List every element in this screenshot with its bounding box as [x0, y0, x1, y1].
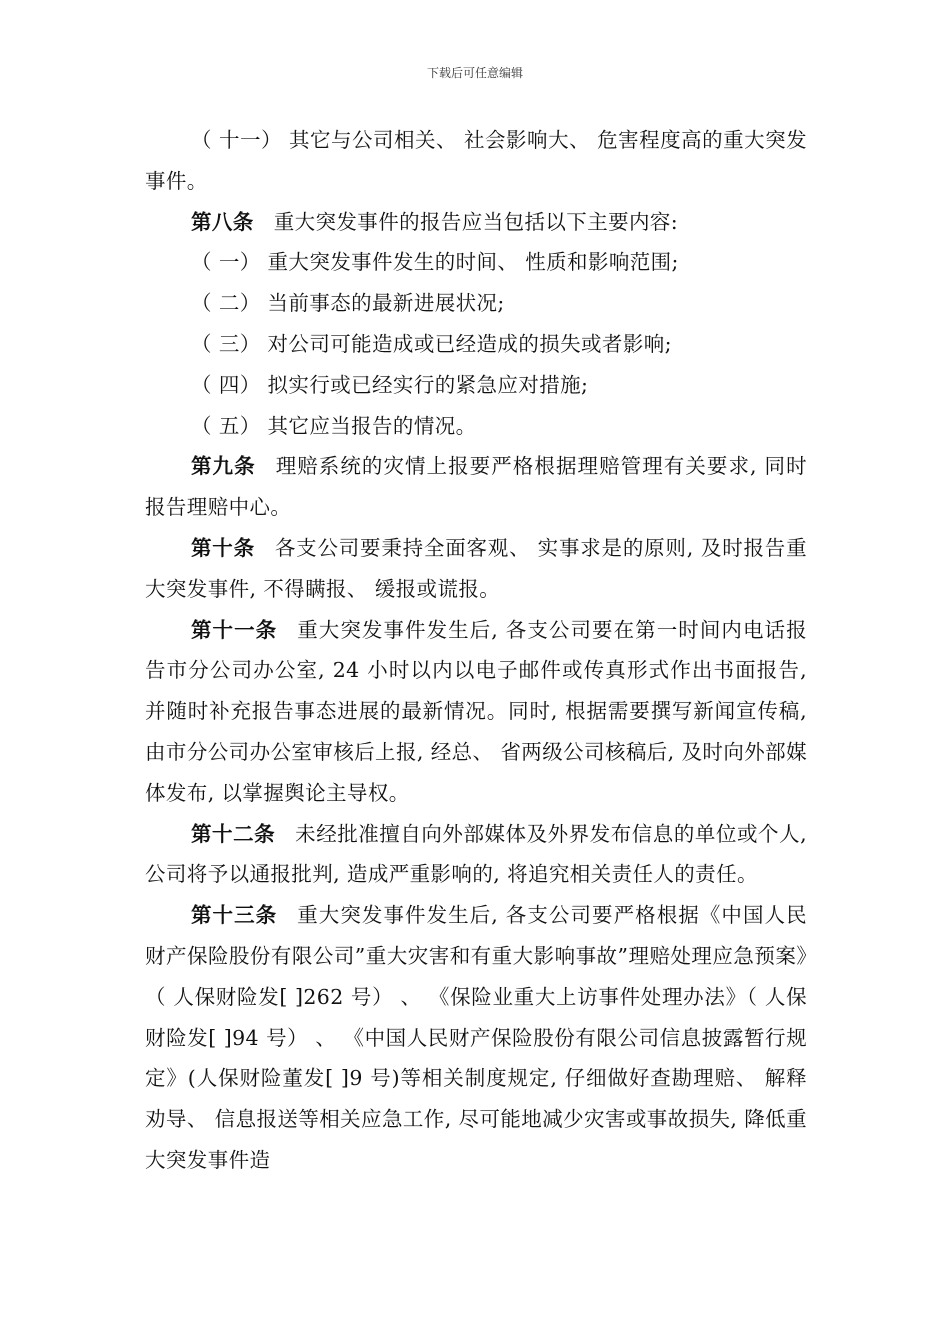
page-header: 下载后可任意编辑: [426, 66, 523, 80]
list-item-3: [145, 324, 807, 365]
article-8: [145, 202, 807, 243]
document-body: [145, 120, 807, 1181]
paragraph-text: 理赔系统的灾情上报要严格根据理赔管理有关要求, 同时报告理赔中心。: [145, 454, 807, 520]
article-number: 第十二条: [191, 821, 276, 846]
article-11: [145, 610, 807, 814]
article-13: [145, 895, 807, 1181]
article-number: 第十条: [191, 535, 255, 560]
paragraph-text: 重大突发事件发生后, 各支公司要在第一时间内电话报告市分公司办公室, 24 小时以内以电子邮件或传真形式作出书面报告, 并随时补充报告事态进展的最新情况。同时, 根据需要撰写新闻宣传稿, 由市分公司办公室审核后上报, 经总、 省两级公司核稿后, 及时向外部媒体发布, 以掌握舆论主导权。: [145, 617, 807, 805]
paragraph-text: 各支公司要秉持全面客观、 实事求是的原则, 及时报告重大突发事件, 不得瞒报、 缓报或谎报。: [145, 535, 807, 601]
paragraph-text: 未经批准擅自向外部媒体及外界发布信息的单位或个人, 公司将予以通报批判, 造成严重影响的, 将追究相关责任人的责任。: [145, 821, 807, 887]
paragraph-text: 重大突发事件的报告应当包括以下主要内容:: [273, 209, 679, 234]
paragraph-text: （ 三） 对公司可能造成或已经造成的损失或者影响;: [191, 331, 672, 356]
list-item-4: [145, 365, 807, 406]
paragraph-text: （ 一） 重大突发事件发生的时间、 性质和影响范围;: [191, 250, 679, 275]
article-number: 第八条: [191, 209, 254, 234]
article-10: [145, 528, 807, 610]
article-number: 第九条: [191, 454, 256, 479]
list-item-2: [145, 283, 807, 324]
paragraph-11: [145, 120, 807, 202]
list-item-1: [145, 242, 807, 283]
paragraph-text: （ 四） 拟实行或已经实行的紧急应对措施;: [191, 372, 589, 397]
article-12: [145, 814, 807, 896]
paragraph-text: （ 五） 其它应当报告的情况。: [191, 413, 477, 438]
article-9: [145, 446, 807, 528]
article-number: 第十三条: [191, 903, 278, 928]
paragraph-text: （ 十一） 其它与公司相关、 社会影响大、 危害程度高的重大突发事件。: [145, 128, 807, 193]
paragraph-text: （ 二） 当前事态的最新进展状况;: [191, 291, 505, 316]
list-item-5: [145, 406, 807, 447]
article-number: 第十一条: [191, 617, 278, 642]
paragraph-text: 重大突发事件发生后, 各支公司要严格根据《中国人民财产保险股份有限公司”重大灾害和有重大影响事故”理赔处理应急预案》（ 人保财险发[ ]262 号） 、 《保险业重大上访事件处理办法》（ 人保财险发[ ]94 号） 、 《中国人民财产保险股份有限公司信息披露暂行规定》(人保财险董发[ ]9 号)等相关制度规定, 仔细做好查勘理赔、 解释劝导、 信息报送等相关应急工作, 尽可能地减少灾害或事故损失, 降低重大突发事件造: [145, 903, 807, 1172]
